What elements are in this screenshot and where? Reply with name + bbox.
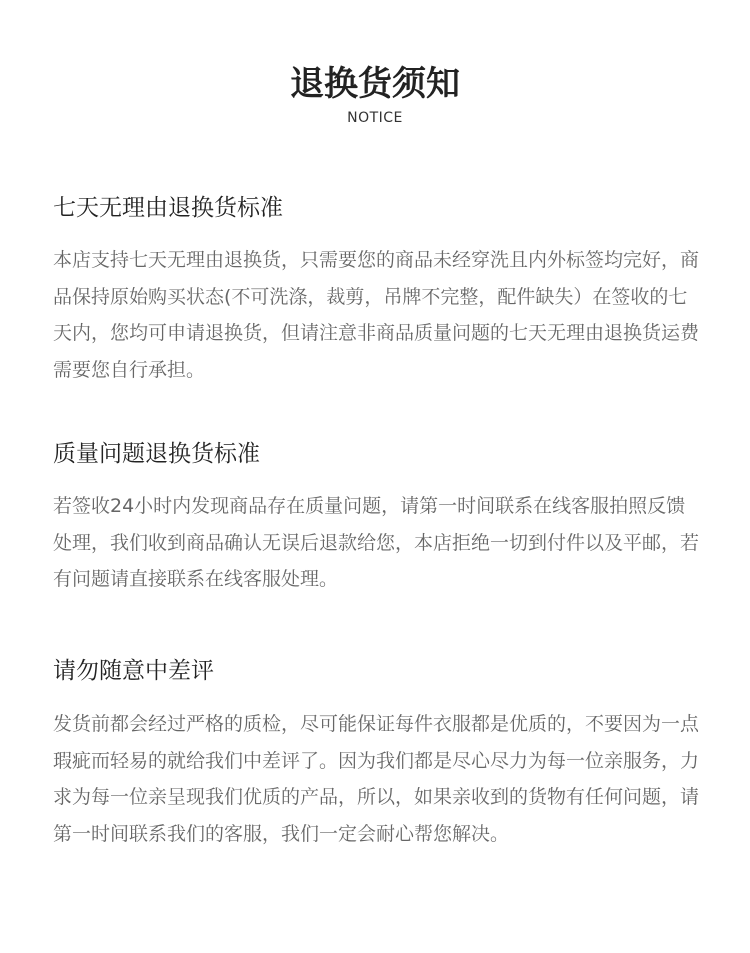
page-title: 退换货须知 [290,64,460,104]
section-heading-no-negative-review: 请勿随意中差评 [53,658,214,684]
section-body-no-negative-review: 发货前都会经过严格的质检，尽可能保证每件衣服都是优质的，不要因为一点瑕疵而轻易的就给我们中差评了。因为我们都是尽心尽力为每一位亲服务，力求为每一位亲呈现我们优质的产品，所以，如果亲收到的货物有任何问题，请第一时间联系我们的客服，我们一定会耐心帮您解决。 [53,713,700,845]
section-body-quality-issue-return: 若签收24小时内发现商品存在质量问题，请第一时间联系在线客服拍照反馈处理，我们收到商品确认无误后退款给您，本店拒绝一切到付件以及平邮，若有问题请直接联系在线客服处理。 [53,495,700,590]
page-subtitle: NOTICE [347,110,403,126]
section-body-seven-day-return: 本店支持七天无理由退换货，只需要您的商品未经穿洗且内外标签均完好，商品保持原始购买状态(不可洗涤，裁剪，吊牌不完整，配件缺失）在签收的七天内，您均可申请退换货，但请注意非商品质量问题的七天无理由退换货运费需要您自行承担。 [53,249,700,381]
section-heading-quality-issue-return: 质量问题退换货标准 [53,441,260,467]
section-heading-seven-day-return: 七天无理由退换货标准 [53,195,283,221]
